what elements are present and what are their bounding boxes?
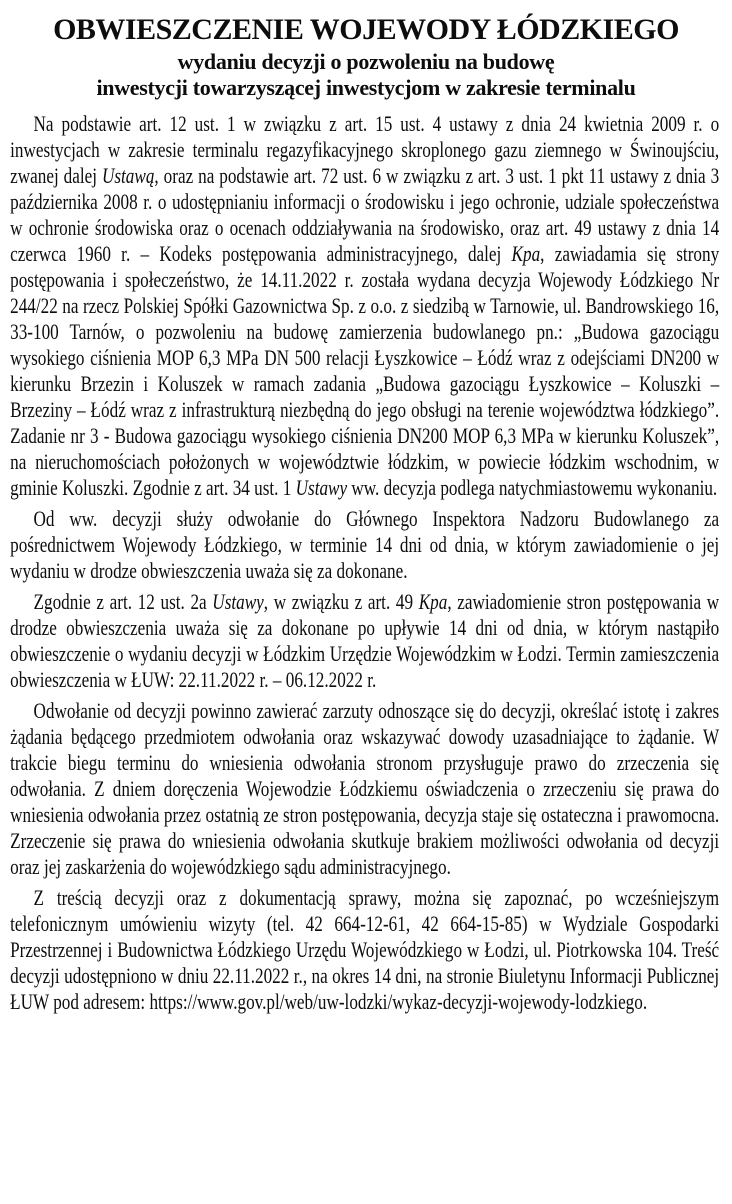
subtitle-line-1: wydaniu decyzji o pozwoleniu na budowę [177,49,555,74]
document-title: OBWIESZCZENIE WOJEWODY ŁÓDZKIEGO [53,13,679,46]
document-url: https://www.gov.pl/web/uw-lodzki/wykaz-decyzji-wojewody-lodzkiego [149,989,643,1014]
paragraph-1 [10,111,719,501]
text-segment: , zawiadamia się strony postępowania i społeczeństwo, że 14.11.2022 r. została wydana decyzja Wojewody Łódzkiego Nr 244/22 na rzecz Polskiej Spółki Gazownictwa Sp. z o.o. z siedzibą w Tarnowie, ul. Bandrowskiego 16, 33-100 Tarnów, o pozwoleniu na budowę zamierzenia budowlanego pn.: „Budowa gazociągu wysokiego ciśnienia MOP 6,3 MPa DN 500 relacji Łyszkowice – Łódź wraz z odejściami DN200 w kierunku Brzezin i Koluszek w ramach zadania „Budowa gazociągu Łyszkowice – Koluszki – Brzeziny – Łódź wraz z infrastrukturą niezbędną do jego obsługi na terenie województwa łódzkiego”. Zadanie nr 3 - Budowa gazociągu wysokiego ciśnienia DN200 MOP 6,3 MPa w kierunku Koluszek”, na nieruchomościach położonych w województwie łódzkim, w powiecie łódzkim wschodnim, w gminie Koluszki. Zgodnie z art. 34 ust. 1 [10,241,720,500]
text-segment: Na podstawie art. 12 ust. 1 w związku z art. 15 ust. 4 ustawy z dnia 24 kwietnia 2009 r. o inwestycjach w zakresie terminalu regazyfikacyjnego skroplonego gazu ziemnego w Świnoujściu, zwanej dalej [10,111,720,188]
text-segment: Odwołanie od decyzji powinno zawierać zarzuty odnoszące się do decyzji, określać istotę i zakres żądania będącego przedmiotem odwołania oraz wskazywać dowody uzasadniające to żądanie. W trakcie biegu terminu do wniesienia odwołania stronom przysługuje prawo do zrzeczenia się odwołania. Z dniem doręczenia Wojewodzie Łódzkiemu oświadczenia o zrzeczeniu się prawa do wniesienia odwołania przez ostatnią ze stron postępowania, decyzja staje się ostateczna i prawomocna. Zrzeczenie się prawa do wniesienia odwołania skutkuje brakiem możliwości odwołania od decyzji oraz jej zaskarżenia do wojewódzkiego sądu administracyjnego. [10,698,720,879]
paragraph-4 [10,698,719,880]
text-segment: , w związku z art. 49 [263,589,419,614]
paragraph-5 [10,885,719,1015]
subtitle-line-2: inwestycji towarzyszącej inwestycjom w zakresie terminalu [96,75,636,100]
text-segment: Zgodnie z art. 12 ust. 2a [33,589,213,614]
italic-term: Ustawą [101,163,155,188]
text-segment: Od ww. decyzji służy odwołanie do Głównego Inspektora Nadzoru Budowlanego za pośrednictwem Wojewody Łódzkiego, w terminie 14 dni od dnia, w którym zawiadomienie o jej wydaniu w drodze obwieszczenia uważa się za dokonane. [10,506,720,583]
paragraph-3 [10,589,719,693]
text-segment: , oraz na podstawie art. 72 ust. 6 w związku z art. 3 ust. 1 pkt 11 ustawy z dnia 3 października 2008 r. o udostępnianiu informacji o środowisku i jego ochronie, udziale społeczeństwa w ochronie środowiska oraz o ocenach oddziaływania na środowisko, oraz art. 49 ustawy z dnia 14 czerwca 1960 r. – Kodeks postępowania administracyjnego, dalej [10,163,720,266]
paragraph-2 [10,506,719,584]
italic-term: Ustawy [212,589,264,614]
italic-term: Kpa [418,589,448,614]
document-subtitle [0,49,732,101]
italic-term: Ustawy [295,475,348,500]
italic-term: Kpa [511,241,541,266]
document-body [0,101,732,1015]
text-segment: , zawiadomienie stron postępowania w drodze obwieszczenia uważa się za dokonane po upływie 14 dni od dnia, w którym nastąpiło obwieszczenie o wydaniu decyzji w Łódzkim Urzędzie Wojewódzkim w Łodzi. Termin zamieszczenia obwieszczenia w ŁUW: 22.11.2022 r. – 06.12.2022 r. [10,589,720,692]
text-segment: . [642,989,648,1014]
text-segment: ww. decyzja podlega natychmiastowemu wykonaniu. [347,475,718,500]
document-header [0,0,732,101]
text-segment: Z treścią decyzji oraz z dokumentacją sprawy, można się zapoznać, po wcześniejszym telefonicznym umówieniu wizyty (tel. 42 664-12-61, 42 664-15-85) w Wydziale Gospodarki Przestrzennej i Budownictwa Łódzkiego Urzędu Wojewódzkiego w Łodzi, ul. Piotrkowska 104. Treść decyzji udostępniono w dniu 22.11.2022 r., na okres 14 dni, na stronie Biuletynu Informacji Publicznej ŁUW pod adresem: [10,885,720,1014]
